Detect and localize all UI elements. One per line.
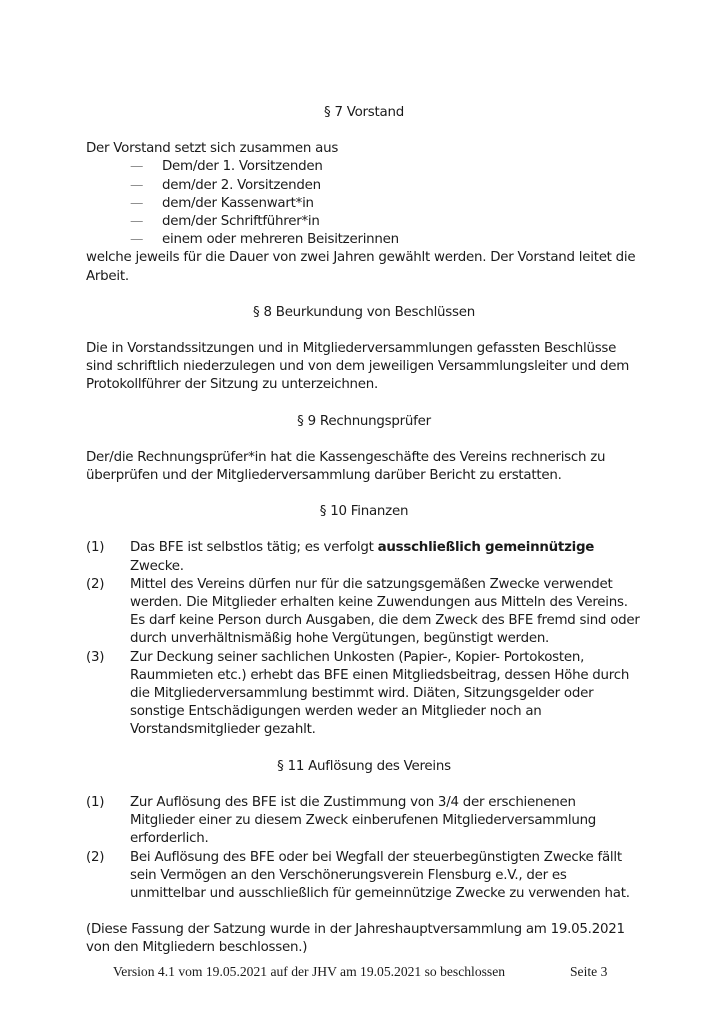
- section-heading-10: § 10 Finanzen: [319, 504, 409, 520]
- list-item: — Dem/der 1. Vorsitzenden: [86, 158, 642, 176]
- dissolution-clauses: [86, 794, 642, 903]
- finance-clauses: [86, 539, 642, 739]
- section-9-text: Der/die Rechnungsprüfer*in hat die Kassengeschäfte des Vereins rechnerisch zu überprüfen und der Mitgliederversammlung darüber Bericht zu erstatten.: [86, 449, 606, 484]
- clause-item: (1) Das BFE ist selbstlos tätig; es verfolgt ausschließlich gemeinnützige Zwecke.: [86, 540, 595, 574]
- document-page: [86, 104, 642, 958]
- clause-item: (1) Zur Auflösung des BFE ist die Zustimmung von 3/4 der erschienenen Mitglieder einer zu diesem Zweck einberufenen Mitgliederversammlung erforderlich.: [86, 794, 597, 847]
- closing-note: (Diese Fassung der Satzung wurde in der Jahreshauptversammlung am 19.05.2021 von den Mitgliedern beschlossen.): [86, 922, 625, 956]
- clause-number: (3): [86, 649, 105, 665]
- section-8-text: Die in Vorstandssitzungen und in Mitgliederversammlungen gefassten Beschlüsse sind schriftlich niederzulegen und von dem jeweiligen Versammlungsleiter und dem Protokollführer der Sitzung zu unterzeichnen.: [86, 341, 630, 393]
- list-item: — einem oder mehreren Beisitzerinnen: [86, 231, 642, 249]
- dash-bullet-icon: —: [130, 195, 144, 211]
- board-member-list: [86, 158, 642, 249]
- dash-bullet-icon: —: [130, 177, 144, 193]
- dash-bullet-icon: —: [130, 232, 144, 248]
- clause-number: (2): [86, 849, 105, 865]
- emphasis-text: ausschließlich gemeinnützige: [377, 540, 595, 556]
- clause-item: (3) Zur Deckung seiner sachlichen Unkosten (Papier-, Kopier- Portokosten, Raummieten etc.) erhebt das BFE einen Mitgliedsbeitrag, dessen Höhe durch die Mitgliederversammlung bestimmt wird. Diäten, Sitzungsgelder oder sonstige Entschädigungen werden weder an Mitglieder noch an Vorstandsmitglieder gezahlt.: [86, 649, 630, 738]
- list-item: — dem/der Schriftführer*in: [86, 213, 642, 231]
- list-item: — dem/der 2. Vorsitzenden: [86, 177, 642, 195]
- page-number: Seite 3: [570, 964, 608, 979]
- section-heading-7: § 7 Vorstand: [324, 105, 404, 120]
- clause-item: (2) Mittel des Vereins dürfen nur für die satzungsgemäßen Zwecke verwendet werden. Die Mitglieder erhalten keine Zuwendungen aus Mitteln des Vereins. Es darf keine Person durch Ausgaben, die dem Zweck des BFE fremd sind oder durch unverhältnismäßig hohe Vergütungen, begünstigt werden.: [86, 576, 640, 647]
- section-heading-8: § 8 Beurkundung von Beschlüssen: [253, 304, 475, 320]
- list-item: — dem/der Kassenwart*in: [86, 195, 642, 213]
- section-7-outro: welche jeweils für die Dauer von zwei Jahren gewählt werden. Der Vorstand leitet die Arbeit.: [86, 250, 636, 284]
- dash-bullet-icon: —: [130, 214, 144, 230]
- clause-number: (1): [86, 540, 105, 556]
- version-note: Version 4.1 vom 19.05.2021 auf der JHV am 19.05.2021 so beschlossen: [113, 964, 506, 979]
- section-7-intro: Der Vorstand setzt sich zusammen aus: [86, 141, 339, 157]
- clause-item: (2) Bei Auflösung des BFE oder bei Wegfall der steuerbegünstigten Zwecke fällt sein Vermögen an den Verschönerungsverein Flensburg e.V., der es unmittelbar und ausschließlich für gemeinnützige Zwecke zu verwenden hat.: [86, 849, 630, 901]
- section-heading-9: § 9 Rechnungsprüfer: [297, 413, 431, 429]
- dash-bullet-icon: —: [130, 159, 144, 175]
- clause-number: (2): [86, 576, 105, 592]
- page-footer: [113, 964, 613, 980]
- section-heading-11: § 11 Auflösung des Vereins: [277, 758, 451, 774]
- clause-number: (1): [86, 794, 105, 810]
